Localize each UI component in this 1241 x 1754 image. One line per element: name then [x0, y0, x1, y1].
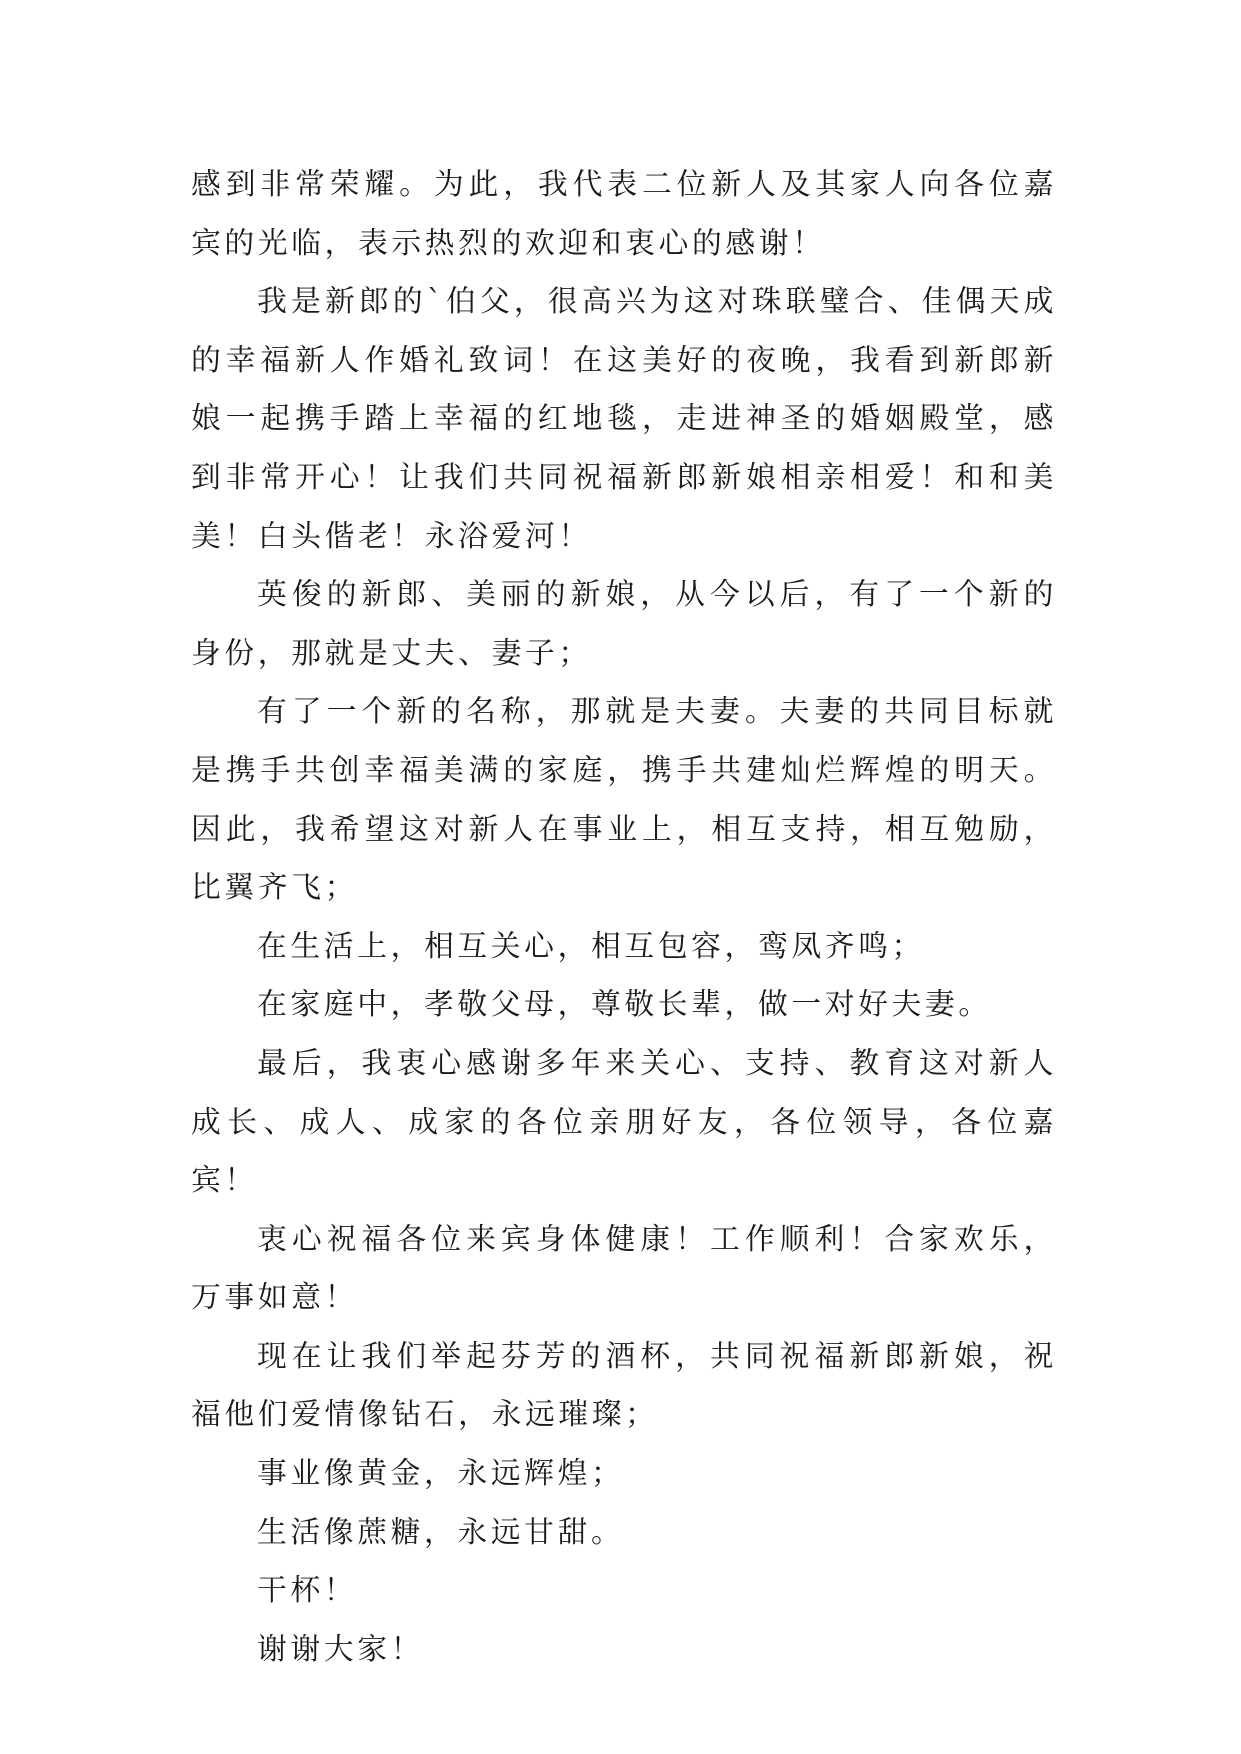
- paragraph: 我是新郎的`伯父，很高兴为这对珠联璧合、佳偶天成的幸福新人作婚礼致词！在这美好的夜晚，我看到新郎新娘一起携手踏上幸福的红地毯，走进神圣的婚姻殿堂，感到非常开心！让我们共同祝福新郎新娘相亲相爱！和和美美！白头偕老！永浴爱河！: [191, 284, 1057, 554]
- paragraph: 有了一个新的名称，那就是夫妻。夫妻的共同目标就是携手共创幸福美满的家庭，携手共建灿烂辉煌的明天。因此，我希望这对新人在事业上，相互支持，相互勉励，比翼齐飞；: [191, 694, 1057, 906]
- paragraph: 干杯！: [257, 1573, 358, 1609]
- paragraph: 在生活上，相互关心，相互包容，鸾凤齐鸣；: [257, 928, 925, 964]
- paragraph: 衷心祝福各位来宾身体健康！工作顺利！合家欢乐，万事如意！: [191, 1221, 1057, 1316]
- paragraph: 在家庭中，孝敬父母，尊敬长辈，做一对好夫妻。: [257, 987, 992, 1023]
- paragraph: 事业像黄金，永远辉煌；: [257, 1456, 625, 1492]
- paragraph: 最后，我衷心感谢多年来关心、支持、教育这对新人成长、成人、成家的各位亲朋好友，各位领导，各位嘉宾！: [191, 1045, 1057, 1199]
- paragraph: 英俊的新郎、美丽的新娘，从今以后，有了一个新的身份，那就是丈夫、妻子；: [191, 577, 1057, 671]
- paragraph: 现在让我们举起芬芳的酒杯，共同祝福新郎新娘，祝福他们爱情像钻石，永远璀璨；: [191, 1338, 1057, 1433]
- document-page: [191, 156, 1057, 1679]
- paragraph: 感到非常荣耀。为此，我代表二位新人及其家人向各位嘉宾的光临，表示热烈的欢迎和衷心的感谢！: [191, 167, 1057, 261]
- paragraph: 谢谢大家！: [257, 1631, 424, 1667]
- paragraph: 生活像蔗糖，永远甘甜。: [257, 1514, 625, 1550]
